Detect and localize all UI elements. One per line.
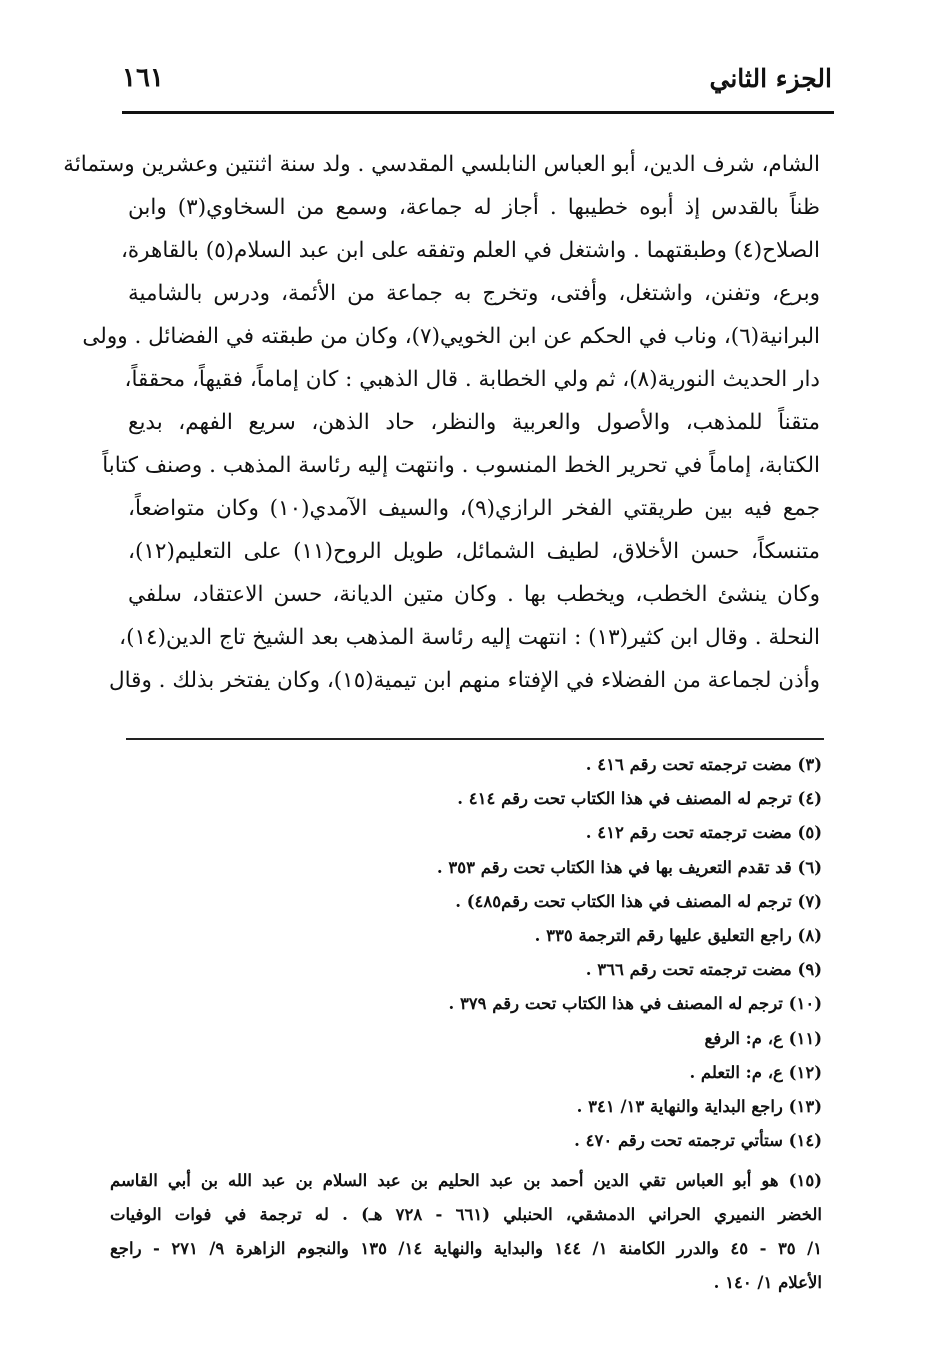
footnote-9: (٩) مضت ترجمته تحت رقم ٣٦٦ .: [585, 960, 822, 980]
body-line: وكان ينشئ الخطب، ويخطب بها . وكان متين الديانة، حسن الاعتقاد، سلفي: [128, 582, 820, 607]
footnote-7: (٧) ترجم له المصنف في هذا الكتاب تحت رقم٤٨٥) .: [455, 891, 822, 911]
main-text: [63, 143, 821, 702]
body-line: وبرع، وتفنن، واشتغل، وأفتى، وتخرج به جماعة من الأئمة، ودرس بالشامية: [128, 281, 820, 306]
body-line: متنسكاً، حسن الأخلاق، لطيف الشمائل، طويل الروح(١١) على التعليم(١٢)،: [128, 539, 821, 564]
footnote-15-line: (١٥) هو أبو العباس تقي الدين أحمد بن عبد الحليم بن عبد السلام بن عبد الله بن أبي القاسم: [110, 1171, 822, 1191]
body-line: متقناً للمذهب، والأصول والعربية والنظر، حاد الذهن، سريع الفهم، بديع: [128, 410, 820, 435]
body-line: الصلاح(٤) وطبقتهما . واشتغل في العلم وتفقه على ابن عبد السلام(٥) بالقاهرة،: [120, 238, 820, 263]
footnote-15-line: ١/ ٣٥ - ٤٥ والدرر الكامنة ١/ ١٤٤ والبداية والنهاية ١٤/ ١٣٥ والنجوم الزاهرة ٩/ ٢٧١ - راجع: [110, 1239, 823, 1259]
footnote-6: (٦) قد تقدم التعريف بها في هذا الكتاب تحت رقم ٣٥٣ .: [436, 857, 822, 877]
footnote-15: [110, 1164, 822, 1300]
page-header: [118, 58, 832, 98]
body-line: البرانية(٦)، وناب في الحكم عن ابن الخويي(٧)، وكان من طبقته في الفضائل . وولى: [82, 324, 820, 349]
body-line: دار الحديث النورية(٨)، ثم ولي الخطابة . قال الذهبي : كان إماماً، فقيهاً، محققاً،: [124, 367, 820, 392]
page-number: ١٦١: [122, 63, 164, 93]
body-line: جمع فيه بين طريقتي الفخر الرازي(٩)، والسيف الآمدي(١٠) وكان متواضعاً،: [128, 496, 820, 521]
footnote-4: (٤) ترجم له المصنف في هذا الكتاب تحت رقم ٤١٤ .: [457, 789, 822, 809]
footnote-15-line: الأعلام ١/ ١٤٠ .: [713, 1273, 822, 1293]
body-line: النحلة . وقال ابن كثير(١٣) : انتهت إليه رئاسة المذهب بعد الشيخ تاج الدين(١٤)،: [119, 625, 820, 650]
footnote-13: (١٣) راجع البداية والنهاية ١٣/ ٣٤١ .: [576, 1096, 822, 1116]
footnote-3: (٣) مضت ترجمته تحت رقم ٤١٦ .: [585, 755, 822, 774]
footnote-12: (١٢) ع، م: التعلم .: [689, 1062, 822, 1082]
footnote-5: (٥) مضت ترجمته تحت رقم ٤١٢ .: [585, 823, 822, 843]
footnote-8: (٨) راجع التعليق عليها رقم الترجمة ٣٣٥ .: [534, 925, 822, 945]
footnote-10: (١٠) ترجم له المصنف في هذا الكتاب تحت رقم ٣٧٩ .: [448, 994, 822, 1014]
footnote-separator: [126, 738, 824, 740]
header-rule: [122, 111, 834, 114]
footnote-11: (١١) ع، م: الرفع: [704, 1028, 822, 1048]
body-line: وأذن لجماعة من الفضلاء في الإفتاء منهم ابن تيمية(١٥)، وكان يفتخر بذلك . وقال: [109, 668, 820, 693]
footnotes: [110, 748, 822, 1300]
footnote-14: (١٤) ستأتي ترجمته تحت رقم ٤٧٠ .: [574, 1131, 822, 1151]
running-head: الجزء الثاني: [709, 63, 832, 93]
body-line: الكتابة، إماماً في تحرير الخط المنسوب . وانتهت إليه رئاسة المذهب . وصنف كتاباً: [102, 453, 820, 478]
body-line: ظناً بالقدس إذ أبوه خطيبها . أجاز له جماعة، وسمع من السخاوي(٣) وابن: [128, 195, 820, 220]
body-line: الشام، شرف الدين، أبو العباس النابلسي المقدسي . ولد سنة اثنتين وعشرين وستمائة: [63, 152, 820, 177]
footnote-15-line: الخضر النميري الحراني الدمشقي، الحنبلي (٦٦١ - ٧٢٨ هـ) . له ترجمة في فوات الوفيات: [110, 1205, 823, 1225]
